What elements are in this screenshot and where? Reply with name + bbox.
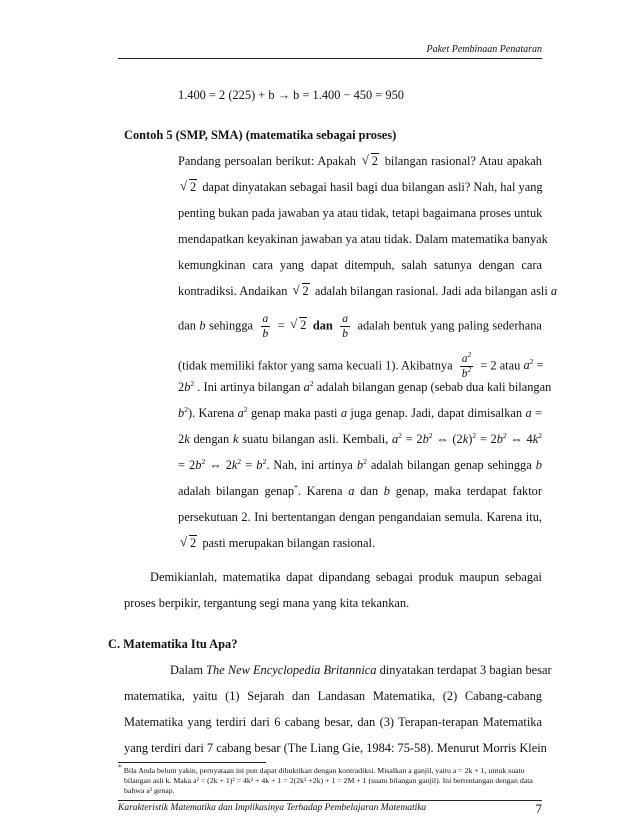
paragraph-line-2: proses berpikir, tergantung segi mana yang kita tekankan. — [124, 596, 410, 610]
footnote-rule — [118, 762, 266, 763]
sqrt-2-symbol: √ 2 — [293, 284, 310, 298]
example-line-15: √ 2 pasti merupakan bilangan rasional. — [178, 536, 542, 550]
sqrt-2-symbol: √ 2 — [290, 318, 307, 332]
footnote-marker: * — [294, 482, 298, 492]
sqrt-2-symbol: √ 2 — [180, 180, 197, 194]
footnote-line-2: bilangan asli k. Maka a² = (2k + 1)² = 4k² + 4k + 1 = 2(2k² +2k) + 1 = 2M + 1 (suatu bilangan ganjil). Ini bertentangan dengan data — [124, 776, 533, 785]
running-title: Paket Pembinaan Penataran — [426, 44, 542, 55]
page-number: 7 — [535, 801, 542, 816]
equation-top: 1.400 = 2 (225) + b → b = 1.400 − 450 = 950 — [178, 88, 404, 102]
example-heading: Contoh 5 (SMP, SMA) (matematika sebagai proses) — [124, 128, 397, 142]
paragraph-line-1: Demikianlah, matematika dapat dipandang sebagai produk maupun sebagai — [150, 570, 542, 584]
fraction-a-over-b: $\frac{a}{b}$ — [342, 313, 348, 340]
section-heading: C. Matematika Itu Apa? — [108, 637, 238, 651]
example-line-6: kontradiksi. Andaikan √ 2 adalah bilangan rasional. Jadi ada bilangan asli a — [178, 284, 542, 298]
page-header — [0, 0, 638, 60]
example-line-10: $b^2$). Karena $a^2$ genap maka pasti a juga genap. Jadi, dapat dimisalkan a = — [178, 404, 543, 420]
example-line-2: √ 2 dapat dinyatakan sebagai hasil bagi dua bilangan asli? Nah, hal yang — [178, 180, 542, 194]
footer-title: Karakteristik Matematika dan Implikasinya Terhadap Pembelajaran Matematika — [118, 803, 427, 813]
section-line-1: Dalam The New Encyclopedia Britannica dinyatakan terdapat 3 bagian besar — [170, 663, 552, 677]
sqrt-2-symbol: √ 2 — [180, 536, 197, 550]
example-line-14: persekutuan 2. Ini bertentangan dengan pengandaian semula. Karena itu, — [178, 510, 542, 524]
section-line-2: matematika, yaitu (1) Sejarah dan Landasan Matematika, (2) Cabang-cabang — [124, 689, 542, 703]
example-line-7: dan b sehingga $\frac{a}{b}$ = √ 2 dan $\frac{a}{b}$ adalah bentuk yang paling sederhana — [178, 312, 542, 341]
section-line-3: Matematika yang terdiri dari 6 cabang besar, dan (3) Terapan-terapan Matematika — [124, 715, 542, 729]
example-line-13: adalah bilangan genap*. Karena a dan b genap, maka terdapat faktor — [178, 482, 542, 498]
footnote-line-1: * Bila Anda belum yakin, pernyataan ini pun dapat dibuktikan dengan kontradiksi. Misalkan a ganjil, yaitu a = 2k + 1, untuk suatu — [118, 762, 525, 775]
fraction-a-over-b: $\frac{a}{b}$ — [262, 313, 269, 340]
example-line-4: mendapatkan keyakinan jawaban ya atau tidak. Dalam matematika banyak — [178, 232, 548, 246]
header-rule — [118, 58, 542, 59]
example-line-12: = $2b^2$ ⇔ $2k^2 = b^2$. Nah, ini artinya $b^2$ adalah bilangan genap sehingga b — [178, 456, 542, 472]
section-line-4: yang terdiri dari 7 cabang besar (The Liang Gie, 1984: 75-58). Menurut Morris Klein — [124, 741, 547, 755]
example-line-3: penting bukan pada jawaban ya atau tidak, tetapi bagaimana proses untuk — [178, 206, 543, 220]
example-line-1: Pandang persoalan berikut: Apakah √ 2 bilangan rasional? Atau apakah — [178, 154, 542, 168]
page-footer — [118, 800, 542, 813]
footnote-line-3: bahwa a² genap. — [124, 786, 175, 795]
example-line-8: (tidak memiliki faktor yang sama kecuali 1). Akibatnya $\frac{a^2}{b^2}$ = 2 atau $a^2$ = — [178, 350, 544, 380]
example-line-9: $2b^2$ . Ini artinya bilangan $a^2$ adalah bilangan genap (sebab dua kali bilangan — [178, 378, 552, 394]
sqrt-2-symbol: √ 2 — [362, 154, 379, 168]
example-line-5: kemungkinan cara yang dapat ditempuh, salah satunya dengan cara — [178, 258, 542, 272]
example-line-11: 2k dengan k suatu bilangan asli. Kembali, $a^2 = 2b^2$ ⇔ $(2k)^2 = 2b^2$ ⇔ $4k^2$ — [178, 430, 542, 446]
fraction-a2-over-b2: $\frac{a^2}{b^2}$ — [461, 350, 472, 380]
